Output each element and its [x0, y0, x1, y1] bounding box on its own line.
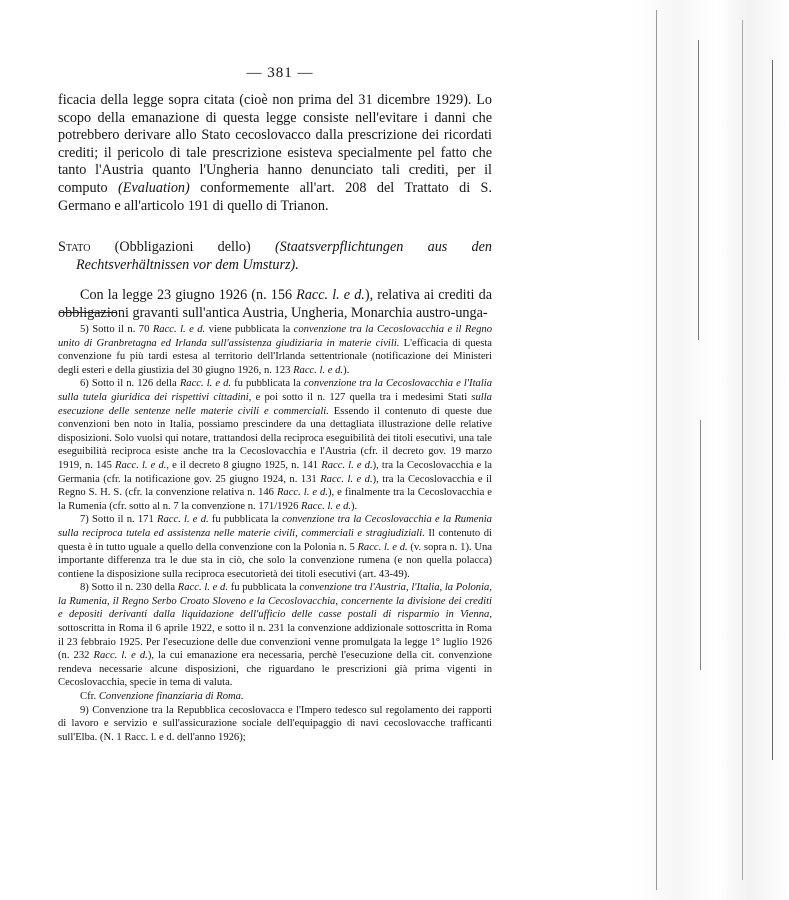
paragraph-continuation: ficacia della legge sopra citata (cioè non prima del 31 dicembre 1929). Lo scopo della emanazione di questa legge consiste nell'evitare i danni che potrebbero derivare allo Stato cecoslovacco dalla prescrizione dei ricordati crediti; il pericolo di tale prescrizione esisteva specialmente pel fatto che tanto l'Austria quanto l'Ungheria hanno denunciato tali crediti, per il computo (Evaluation) conformemente all'art. 208 del Trattato di S. Germano e all'articolo 191 di quello di Trianon.	[58, 92, 492, 214]
footnote-8: 8) Sotto il n. 230 della Racc. l. e d. fu pubblicata la convenzione tra l'Austria, l'Italia, la Polonia, la Rumenia, il Regno Serbo Croato Sloveno e la Cecoslovacchia, concernente la divisione dei crediti e depositi derivanti dalla liquidazione dell'ufficio delle casse postali di risparmio in Vienna, sottoscritta in Roma il 6 aprile 1922, e sotto il n. 231 la convenzione addizionale sottoscritta in Roma il 23 febbraio 1925. Per l'esecuzione delle due convenzioni venne promulgata la legge 1° luglio 1926 (n. 232 Racc. l. e d.), la cui emanazione era necessaria, perchè l'esecuzione della cit. convenzione rendeva necessarie alcune disposizioni, che riguardano le prescrizioni già prima vigenti in Cecoslovacchia, specie in tema di valuta.	[58, 582, 492, 689]
main-text	[58, 92, 492, 323]
scan-line	[698, 40, 699, 340]
footnote-9: 9) Convenzione tra la Repubblica cecoslovacca e l'Impero tedesco sul regolamento dei rapporti di lavoro e servizio e sull'assicurazione sociale dell'equipaggio di navi cecoslovacche trafficanti sull'Elba. (N. 1 Racc. l. e d. dell'anno 1926);	[58, 704, 492, 743]
paragraph-stato: Con la legge 23 giugno 1926 (n. 156 Racc. l. e d.), relativa ai crediti da obbligazioni gravanti sull'antica Austria, Ungheria, Monarchia austro-unga-	[58, 287, 492, 321]
scan-line	[772, 60, 773, 760]
footnote-6: 6) Sotto il n. 126 della Racc. l. e d. fu pubblicata la convenzione tra la Cecoslovacchia e l'Italia sulla tutela giuridica dei rispettivi cittadini, e poi sotto il n. 127 quella tra i medesimi Stati sulla esecuzione delle sentenze nelle materie civili e commerciali. Essendo il contenuto di queste due convenzioni ben noto in Italia, possiamo prescindere da una dettagliata illustrazione delle relative disposizioni. Solo vuolsi qui notare, trattandosi della reciproca eseguibilità dei titoli esecutivi, una tale eseguibilità reciproca esiste anche tra la Cecoslovacchia e l'Austria (cfr. il decreto gov. 19 marzo 1919, n. 145 Racc. l. e d., e il decreto 8 giugno 1925, n. 141 Racc. l. e d.), tra la Cecoslovacchia e la Germania (cfr. la notificazione gov. 25 giugno 1924, n. 131 Racc. l. e d.), tra la Cecoslovacchia e il Regno S. H. S. (cfr. la convenzione relativa n. 146 Racc. l. e d.), e finalmente tra la Cecoslovacchia e la Rumenia (cfr. sotto al n. 7 la convenzione n. 171/1926 Racc. l. e d.).	[58, 378, 493, 512]
scan-line	[656, 10, 657, 890]
scan-line	[700, 420, 701, 670]
footnote-rule	[60, 312, 116, 313]
scan-edge-shadow	[630, 0, 789, 900]
footnote-cfr: Cfr. Convenzione finanziaria di Roma.	[80, 691, 244, 703]
footnote-5: 5) Sotto il n. 70 Racc. l. e d. viene pubblicata la convenzione tra la Cecoslovacchia e il Regno unito di Granbretagna ed Irlanda sull'assistenza giudiziaria in materie civili. L'efficacia di questa convenzione fu più tardi estesa al territorio dell'Irlanda settentrionale (notificazione dei Ministeri degli esteri e della giustizia del 30 giugno 1926, n. 123 Racc. l. e d.).	[58, 324, 492, 376]
footnotes	[58, 323, 492, 744]
footnote-7: 7) Sotto il n. 171 Racc. l. e d. fu pubblicata la convenzione tra la Cecoslovacchia e la Rumenia sulla reciproca tutela ed assistenza nelle materie civili, commerciali e stragiudiziali. Il contenuto di questa è in tutto uguale a quello della convenzione con la Polonia n. 5 Racc. l. e d. (v. sopra n. 1). Una importante differenza tra le due sta in ciò, che solo la convenzione rumena (e non quella polacca) contiene la disposizione sulla reciproca esecutorietà dei titoli esecutivi (art. 43-49).	[58, 514, 492, 580]
section-heading: Stato (Obbligazioni dello) (Staatsverpflichtungen aus den Rechtsverhältnissen vor dem Umsturz).	[58, 239, 492, 273]
page-number: — 381 —	[246, 65, 314, 81]
scan-line	[742, 20, 743, 880]
